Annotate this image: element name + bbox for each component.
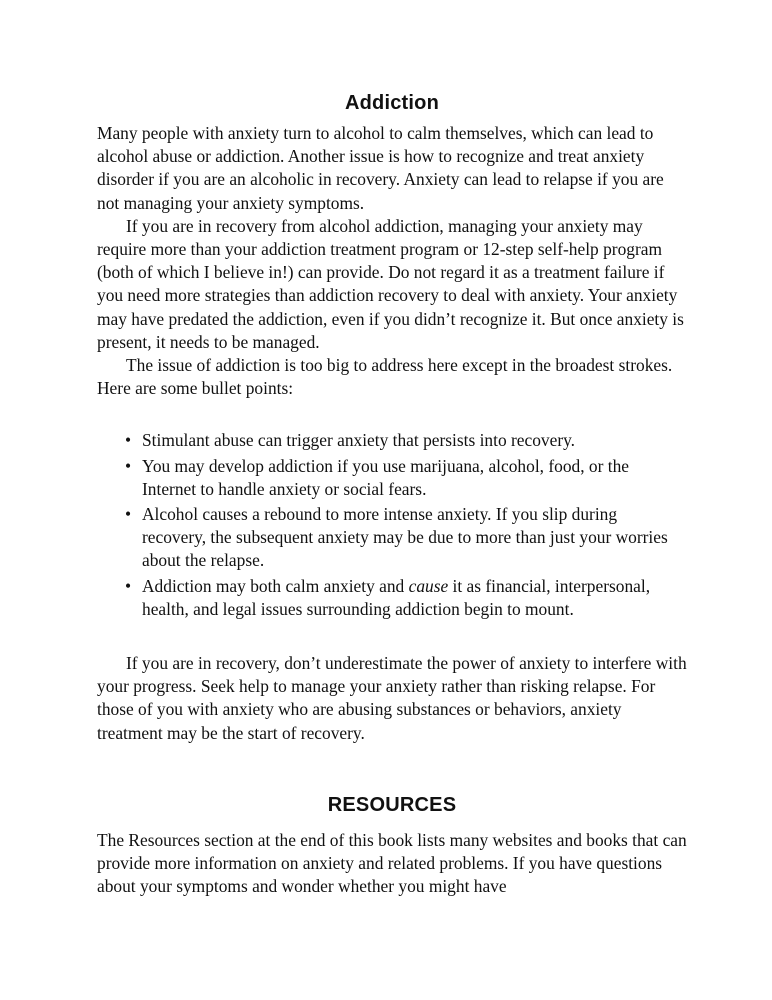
bullet-marker: • xyxy=(125,504,132,525)
bullet-text: Stimulant abuse can trigger anxiety that persists into recovery. xyxy=(142,430,576,451)
emphasis-text: cause xyxy=(408,575,449,596)
bullet-list xyxy=(125,429,685,621)
bullet-marker: • xyxy=(125,455,132,476)
bullet-text-after: it as financial, interpersonal, health, and legal issues surrounding addiction begin to mount. xyxy=(142,575,651,619)
body-paragraph-2: If you are in recovery from alcohol addiction, managing your anxiety may require more than your addiction treatment program or 12-step self-help program (both of which I believe in!) can provide. Do not regard it as a treatment failure if you need more strategies than addiction recovery to deal with anxiety. Your anxiety may have predated the addiction, even if you didn’t recognize it. But once anxiety is present, it needs to be managed. xyxy=(97,215,684,352)
bullet-marker: • xyxy=(125,430,132,451)
list-item xyxy=(125,503,685,573)
list-item xyxy=(125,429,685,452)
bullet-text-before: Addiction may both calm anxiety and xyxy=(142,575,409,596)
list-item xyxy=(125,455,685,501)
bullet-marker: • xyxy=(125,575,132,596)
body-paragraph-3: The issue of addiction is too big to address here except in the broadest strokes. Here are some bullet points: xyxy=(97,355,673,399)
body-paragraph-1: Many people with anxiety turn to alcohol to calm themselves, which can lead to alcohol abuse or addiction. Another issue is how to recognize and treat anxiety disorder if you are an alcoholic in recovery. Anxiety can lead to relapse if you are not managing your anxiety symptoms. xyxy=(97,123,664,213)
closing-paragraph: If you are in recovery, don’t underestimate the power of anxiety to interfere with your progress. Seek help to manage your anxiety rather than risking relapse. For those of you with anxiety who are abusing substances or behaviors, anxiety treatment may be the start of recovery. xyxy=(97,653,687,743)
section-heading-resources: RESOURCES xyxy=(327,793,457,816)
section-heading-addiction: Addiction xyxy=(344,92,439,114)
bullet-text: You may develop addiction if you use marijuana, alcohol, food, or the Internet to handle anxiety or social fears. xyxy=(142,455,629,499)
bullet-text: Alcohol causes a rebound to more intense anxiety. If you slip during recovery, the subsequent anxiety may be due to more than just your worries about the relapse. xyxy=(142,504,668,571)
list-item xyxy=(125,575,685,621)
resources-paragraph: The Resources section at the end of this book lists many websites and books that can provide more information on anxiety and related problems. If you have questions about your symptoms and wonder whether you might have xyxy=(97,829,687,897)
page-content xyxy=(97,88,687,898)
